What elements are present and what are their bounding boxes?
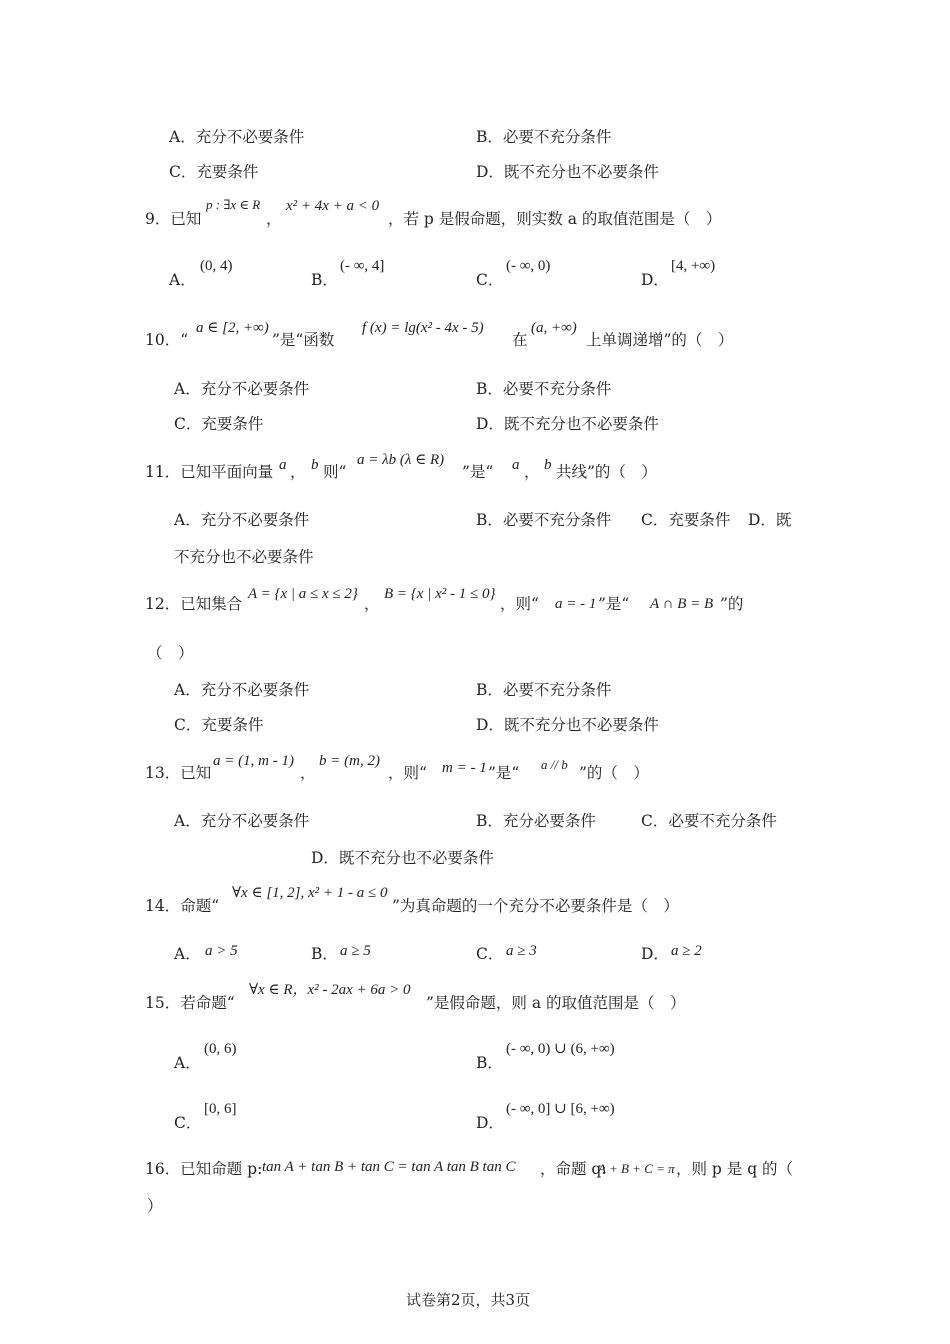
q13-option-d: D．既不充分也不必要条件 — [311, 849, 494, 867]
q13-vector-b: b = (m, 2) — [319, 753, 380, 769]
q10-option-c: C．充要条件 — [174, 415, 264, 433]
q15-number: 15．若命题“ — [145, 994, 235, 1012]
q16-equation: tan A + tan B + tan C = tan A tan B tan C — [262, 1159, 516, 1175]
page-footer: 试卷第2页，共3页 — [406, 1291, 531, 1309]
q14-option-b-label: B． — [311, 945, 338, 963]
q13-option-a: A．充分不必要条件 — [174, 812, 310, 830]
q10-in: 在 — [512, 331, 528, 349]
q9-comma: ， — [266, 210, 282, 228]
q15-option-a-label: A． — [174, 1054, 201, 1072]
q11-option-d-cont: 不充分也不必要条件 — [174, 548, 314, 566]
q12-sep: ， — [364, 595, 380, 613]
q11-mid: ”是“ — [462, 463, 494, 481]
q11-number: 11．已知平面向量 — [145, 463, 274, 481]
q16-rest: ，则 p 是 q 的（ — [676, 1160, 794, 1178]
q13-vector-a: a = (1, m - 1) — [213, 753, 294, 769]
q12-option-a: A．充分不必要条件 — [174, 681, 310, 699]
q14-rest: ”为真命题的一个充分不必要条件是（ ） — [392, 897, 679, 915]
q14-option-c-label: C． — [476, 945, 504, 963]
q15-option-c-label: C． — [174, 1114, 202, 1132]
q14-option-d-label: D． — [641, 945, 669, 963]
q10-option-b: B．必要不充分条件 — [476, 380, 612, 398]
q9-number: 9．已知 — [145, 210, 202, 228]
q12-then: ，则“ — [500, 595, 539, 613]
q14-option-a-label: A． — [174, 945, 201, 963]
q12-option-b: B．必要不充分条件 — [476, 681, 612, 699]
q16-mid: ，命题 q: — [540, 1160, 607, 1178]
q12-set-b: B = {x | x² - 1 ≤ 0} — [384, 586, 496, 602]
q10-number: 10．“ — [145, 331, 189, 349]
q15-proposition: ∀x ∈ R，x² - 2ax + 6a > 0 — [249, 982, 411, 998]
q15-option-a: (0, 6) — [204, 1041, 237, 1057]
q11-vector-b2: b — [544, 457, 552, 473]
q14-option-a: a > 5 — [205, 943, 238, 959]
q11-sep: ， — [290, 463, 306, 481]
q10-rest: 上单调递增”的（ ） — [586, 331, 734, 349]
q11-relation: a = λb (λ ∈ R) — [357, 452, 445, 468]
q9-stem: ，若 p 是假命题，则实数 a 的取值范围是（ ） — [388, 210, 722, 228]
q13-relation: a // b — [541, 757, 568, 772]
q13-condition: m = - 1 — [442, 760, 487, 776]
q12-rest: ”的 — [720, 595, 744, 613]
q12-relation: A ∩ B = B — [650, 596, 714, 612]
q15-rest: ”是假命题，则 a 的取值范围是（ ） — [426, 994, 686, 1012]
q16-number: 16．已知命题 p: — [145, 1160, 263, 1178]
q11-vector-a: a — [279, 457, 287, 473]
q9-option-a-label: A． — [169, 271, 196, 289]
q10-condition: a ∈ [2, +∞) — [196, 320, 269, 336]
q14-option-d: a ≥ 2 — [671, 943, 702, 959]
q14-option-c: a ≥ 3 — [506, 943, 537, 959]
q15-option-b-label: B． — [476, 1054, 503, 1072]
q12-number: 12．已知集合 — [145, 595, 243, 613]
q12-option-d: D．既不充分也不必要条件 — [476, 716, 659, 734]
q13-sep: ， — [300, 764, 316, 782]
q12-option-c: C．充要条件 — [174, 716, 264, 734]
q8-option-b: B．必要不充分条件 — [476, 128, 612, 146]
q16-close: ） — [147, 1197, 163, 1215]
q14-number: 14．命题“ — [145, 897, 220, 915]
q11-sep2: ， — [524, 463, 540, 481]
q9-option-a: (0, 4) — [200, 258, 233, 274]
q13-number: 13．已知 — [145, 764, 212, 782]
q10-interval: (a, +∞) — [531, 320, 577, 336]
q8-option-c: C．充要条件 — [169, 163, 259, 181]
q11-rest: 共线”的（ ） — [556, 463, 657, 481]
q11-vector-b: b — [311, 457, 319, 473]
q10-option-d: D．既不充分也不必要条件 — [476, 415, 659, 433]
q11-option-c: C．充要条件 — [641, 511, 731, 529]
q12-condition: a = - 1 — [555, 596, 597, 612]
q9-inequality: x² + 4x + a < 0 — [286, 198, 380, 214]
q8-option-a: A．充分不必要条件 — [169, 128, 305, 146]
q9-option-b-label: B． — [311, 271, 338, 289]
q11-option-b: B．必要不充分条件 — [476, 511, 612, 529]
q15-option-d-label: D． — [476, 1114, 504, 1132]
q15-option-c: [0, 6] — [204, 1101, 237, 1117]
q13-option-c: C．必要不充分条件 — [641, 812, 777, 830]
q15-option-d: (- ∞, 0] ∪ [6, +∞) — [506, 1101, 615, 1117]
q9-option-c-label: C． — [476, 271, 504, 289]
q13-then: ，则“ — [388, 764, 427, 782]
q9-option-b: (- ∞, 4] — [340, 258, 385, 274]
q15-option-b: (- ∞, 0) ∪ (6, +∞) — [506, 1041, 615, 1057]
q10-mid: ”是“函数 — [272, 331, 335, 349]
q13-mid: ”是“ — [488, 764, 520, 782]
q9-option-d: [4, +∞) — [671, 258, 716, 274]
q13-rest: ”的（ ） — [579, 764, 649, 782]
q13-option-b: B．充分必要条件 — [476, 812, 596, 830]
q16-equation-2: A + B + C = π — [598, 1161, 675, 1176]
q14-option-b: a ≥ 5 — [340, 943, 371, 959]
q12-mid: ”是“ — [598, 595, 630, 613]
q12-paren: （ ） — [147, 644, 194, 662]
q11-vector-a2: a — [512, 457, 520, 473]
q10-function: f (x) = lg(x² - 4x - 5) — [362, 320, 484, 336]
q9-option-c: (- ∞, 0) — [506, 258, 551, 274]
q8-option-d: D．既不充分也不必要条件 — [476, 163, 659, 181]
q11-option-d-start: D．既 — [748, 511, 792, 529]
q14-proposition: ∀x ∈ [1, 2], x² + 1 - a ≤ 0 — [232, 885, 388, 901]
q12-set-a: A = {x | a ≤ x ≤ 2} — [248, 586, 358, 602]
q9-formula-p: p : ∃x ∈ R — [206, 197, 261, 212]
q11-then: 则“ — [323, 463, 347, 481]
q11-option-a: A．充分不必要条件 — [174, 511, 310, 529]
q10-option-a: A．充分不必要条件 — [174, 380, 310, 398]
q9-option-d-label: D． — [641, 271, 669, 289]
